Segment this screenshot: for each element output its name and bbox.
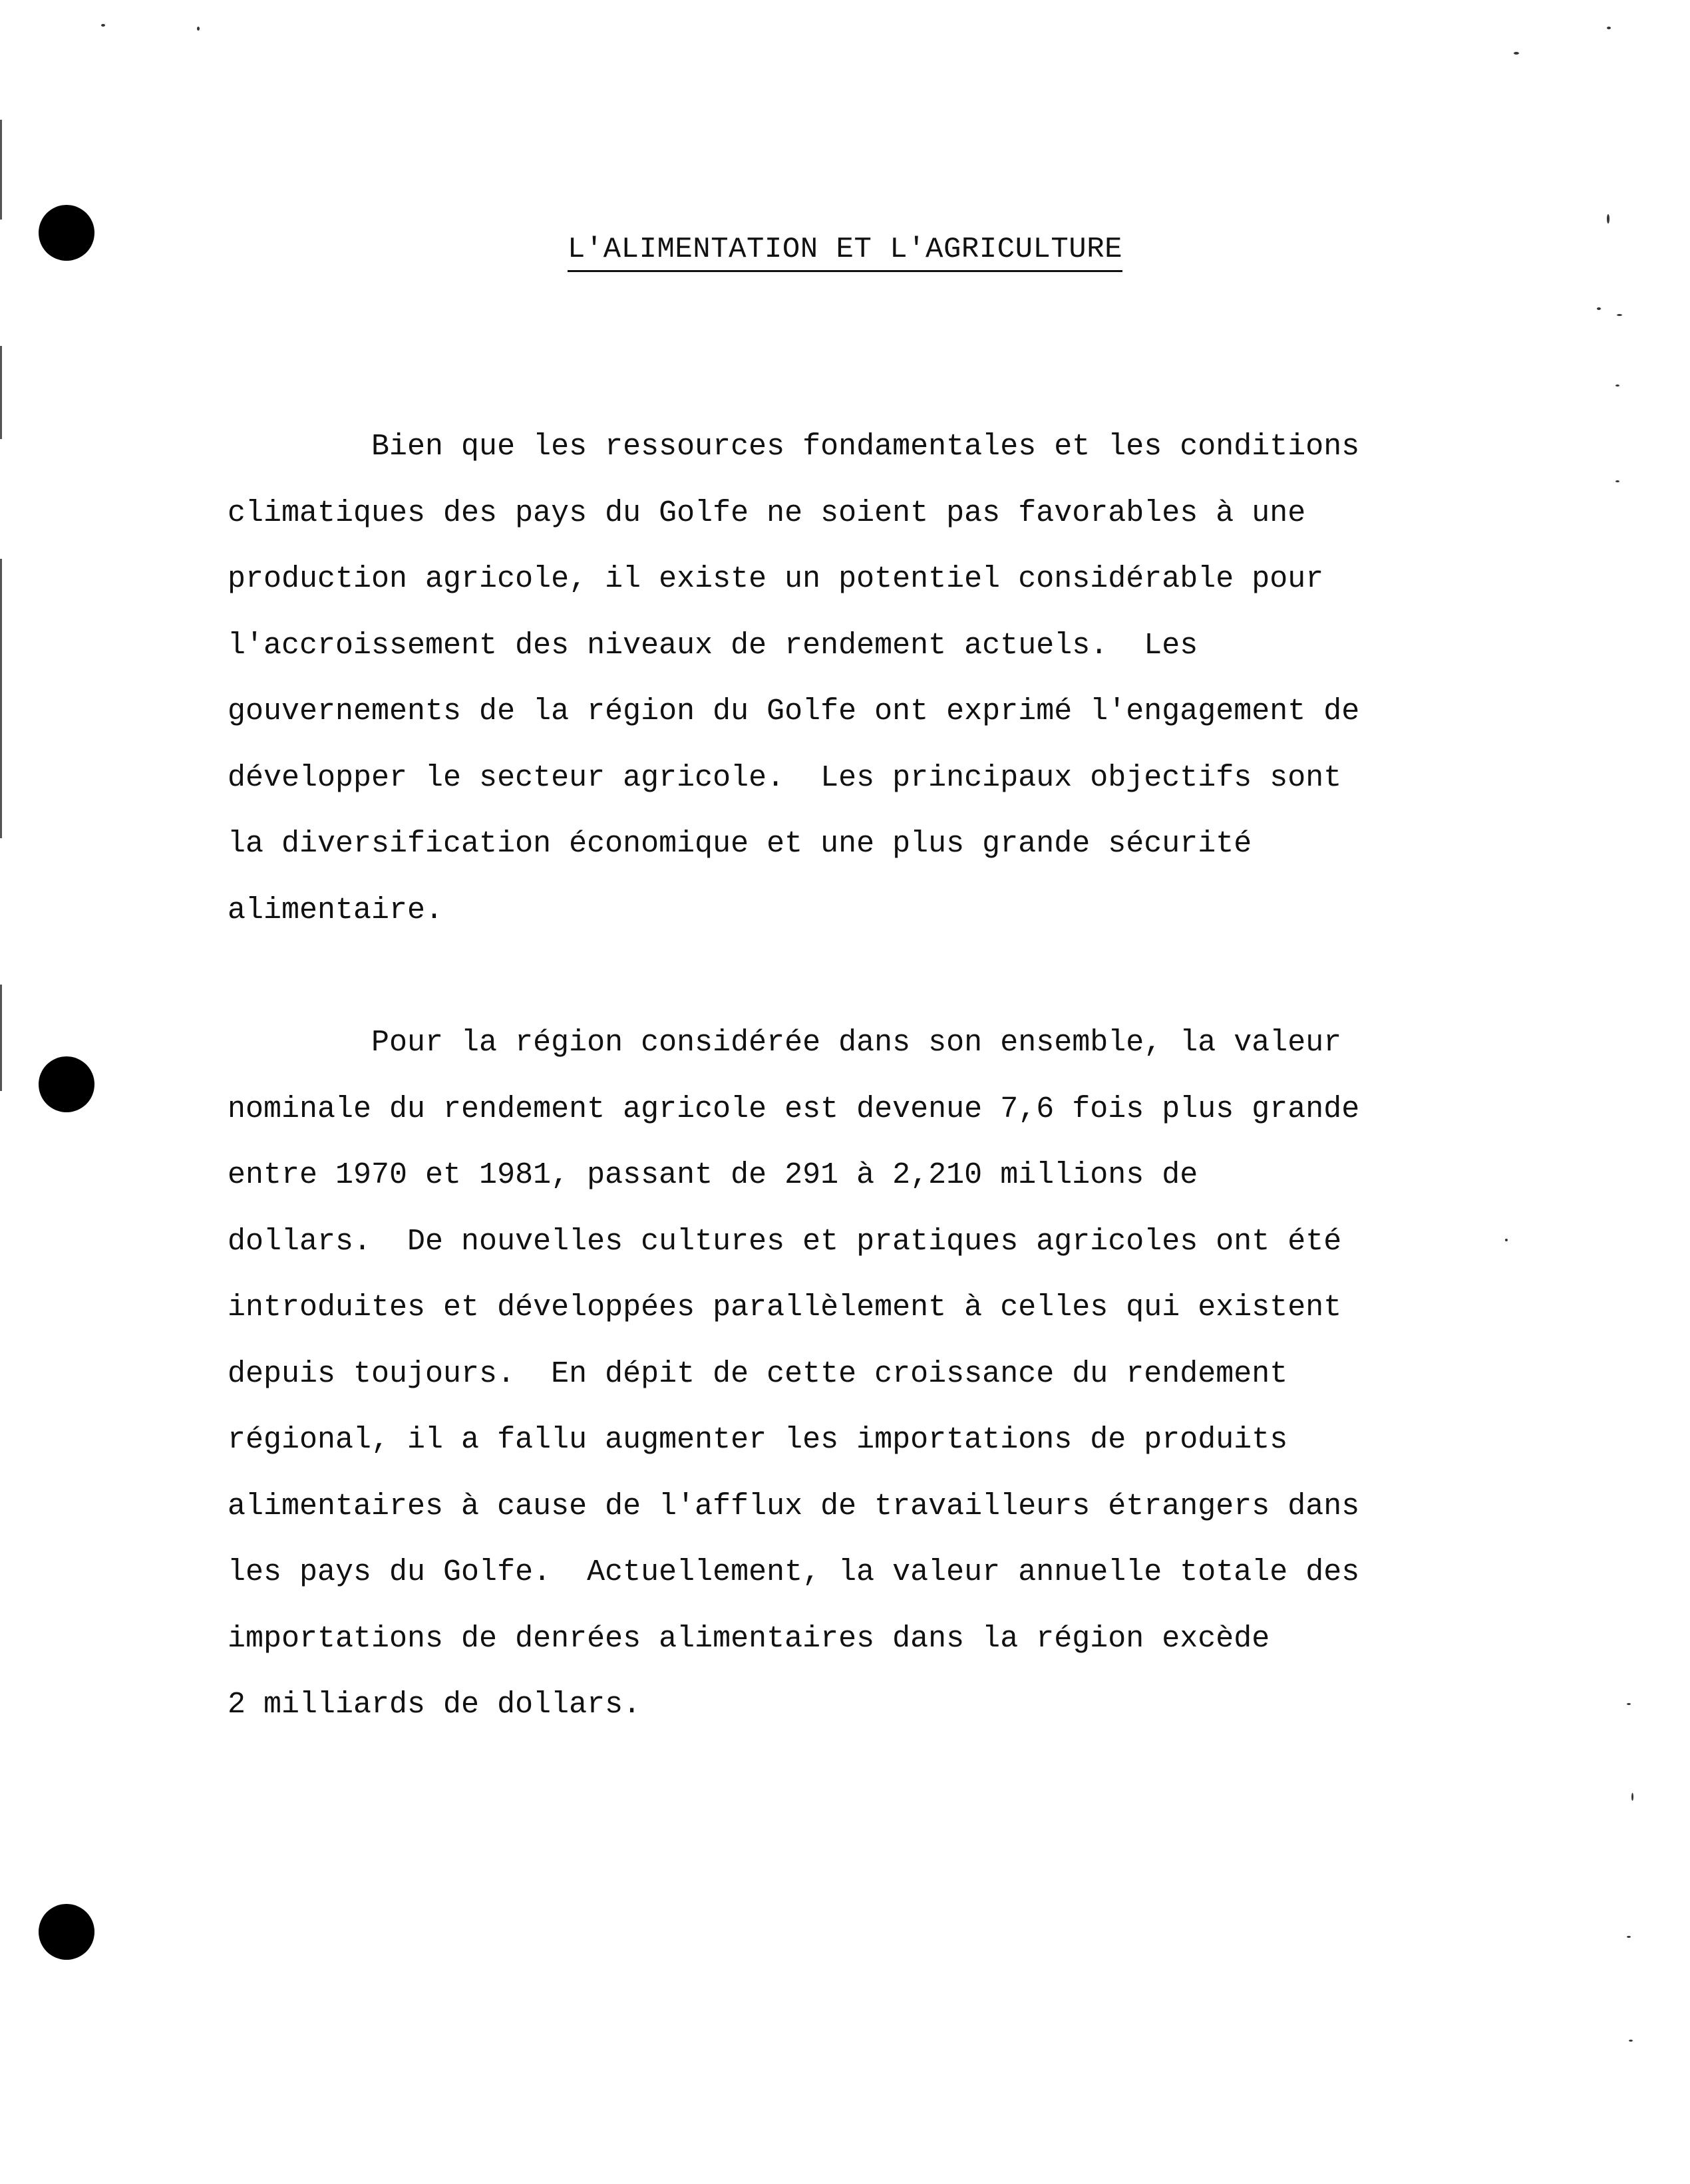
text-line: développer le secteur agricole. Les principaux objectifs sont [228, 760, 1342, 795]
text-line: entre 1970 et 1981, passant de 291 à 2,210 millions de [228, 1158, 1198, 1192]
text-line: la diversification économique et une plus grande sécurité [228, 827, 1252, 861]
text-line: depuis toujours. En dépit de cette croissance du rendement [228, 1356, 1288, 1391]
scan-edge-mark [0, 120, 2, 220]
scan-speck [1607, 27, 1611, 29]
punch-hole [39, 1056, 94, 1112]
text-line: dollars. De nouvelles cultures et pratiques agricoles ont été [228, 1224, 1342, 1259]
scan-speck [1615, 480, 1619, 482]
scan-speck [101, 24, 105, 27]
scan-speck [1514, 52, 1519, 55]
text-line: alimentaire. [228, 893, 444, 927]
paragraph-1 [228, 414, 1505, 943]
scan-speck [1505, 1239, 1508, 1241]
text-line: l'accroissement des niveaux de rendement actuels. Les [228, 628, 1198, 663]
text-line: Bien que les ressources fondamentales et les conditions [228, 430, 1360, 464]
scan-speck [197, 27, 200, 31]
scan-speck [1627, 1936, 1631, 1938]
scan-speck [1617, 314, 1622, 316]
text-line: régional, il a fallu augmenter les importations de produits [228, 1423, 1288, 1457]
text-line: les pays du Golfe. Actuellement, la valeur annuelle totale des [228, 1555, 1360, 1589]
punch-hole [39, 1904, 94, 1960]
paragraph-2 [228, 1010, 1505, 1738]
scan-edge-mark [0, 346, 2, 439]
text-line: nominale du rendement agricole est devenue 7,6 fois plus grande [228, 1092, 1360, 1126]
document-title [0, 233, 1690, 272]
text-line: production agricole, il existe un potentiel considérable pour [228, 562, 1324, 596]
text-line: climatiques des pays du Golfe ne soient pas favorables à une [228, 496, 1306, 530]
scan-edge-mark [0, 985, 2, 1091]
scan-edge-mark [0, 559, 2, 838]
text-line: gouvernements de la région du Golfe ont exprimé l'engagement de [228, 695, 1360, 728]
document-title-text: L'ALIMENTATION ET L'AGRICULTURE [568, 233, 1122, 272]
scan-speck [1615, 385, 1619, 387]
text-line: Pour la région considérée dans son ensemble, la valeur [228, 1026, 1342, 1060]
scan-speck [1627, 1703, 1631, 1705]
scan-speck [1631, 1793, 1633, 1801]
text-line: 2 milliards de dollars. [228, 1688, 641, 1722]
text-line: alimentaires à cause de l'afflux de travailleurs étrangers dans [228, 1489, 1360, 1523]
scan-speck [1629, 2040, 1633, 2042]
scan-speck [1607, 214, 1609, 224]
scan-speck [1597, 307, 1601, 310]
text-line: introduites et développées parallèlement à celles qui existent [228, 1291, 1342, 1325]
text-line: importations de denrées alimentaires dans la région excède [228, 1621, 1270, 1656]
